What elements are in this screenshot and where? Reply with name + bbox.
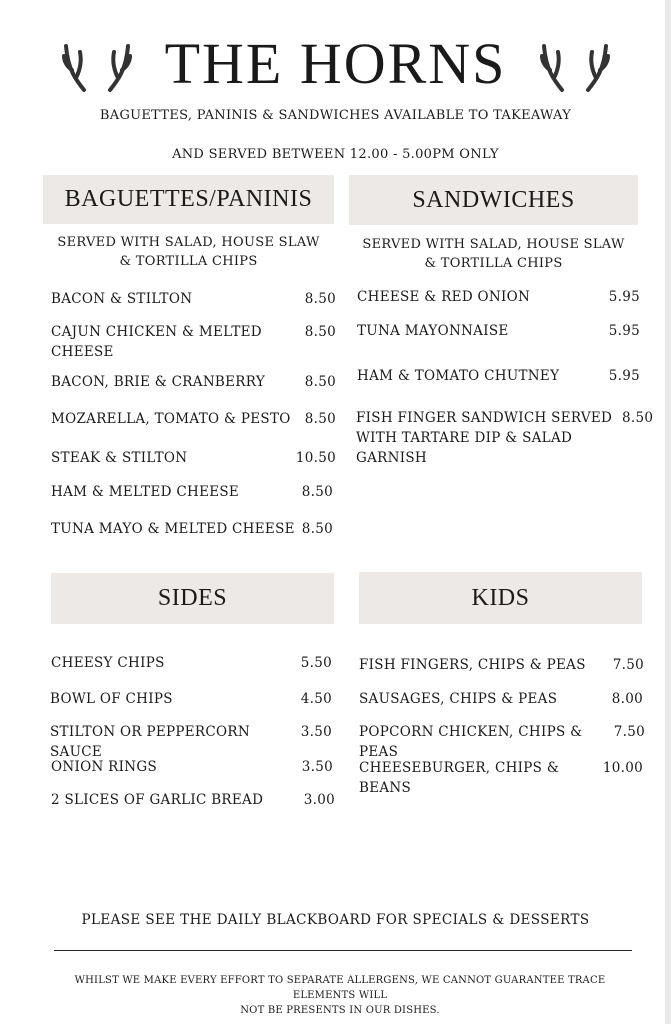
menu-item <box>51 482 333 502</box>
item-price: 10.50 <box>295 450 336 466</box>
item-price: 5.50 <box>300 655 332 671</box>
item-price: 8.00 <box>611 691 643 707</box>
page-title: THE HORNS <box>164 31 507 96</box>
item-price: 8.50 <box>304 324 336 340</box>
item-name: FISH FINGERS, CHIPS & PEAS <box>359 657 586 673</box>
menu-item <box>51 289 336 309</box>
divider <box>54 950 632 951</box>
menu-item <box>50 689 332 709</box>
item-price: 8.50 <box>618 408 653 428</box>
item-price: 3.50 <box>300 724 332 740</box>
menu-item <box>51 790 335 810</box>
sandwiches-heading: SANDWICHES <box>349 175 638 225</box>
menu-item <box>357 321 640 341</box>
takeaway-subtitle: BAGUETTES, PANINIS & SANDWICHES AVAILABLE TO TAKEAWAY <box>99 108 572 123</box>
menu-item <box>51 653 332 673</box>
item-name: BACON, BRIE & CRANBERRY <box>51 374 266 390</box>
item-name: ONION RINGS <box>51 759 158 775</box>
item-name: CHEESEBURGER, CHIPS & BEANS <box>359 760 560 796</box>
menu-item <box>359 655 644 675</box>
menu-item <box>50 722 332 762</box>
item-name: HAM & TOMATO CHUTNEY <box>357 368 560 384</box>
item-price: 8.50 <box>301 521 333 537</box>
baguettes-note-line1: SERVED WITH SALAD, HOUSE SLAW <box>57 235 320 250</box>
allergen-line2: NOT BE PRESENTS IN OUR DISHES. <box>240 1005 440 1016</box>
allergen-disclaimer <box>50 973 630 1018</box>
item-name: SAUSAGES, CHIPS & PEAS <box>359 691 558 707</box>
menu-item <box>51 448 336 468</box>
item-price: 7.50 <box>612 657 644 673</box>
menu-item <box>359 722 645 762</box>
item-price: 8.50 <box>304 411 336 427</box>
item-price: 8.50 <box>301 484 333 500</box>
item-name: TUNA MAYONNAISE <box>357 323 509 339</box>
menu-item <box>357 366 640 386</box>
serving-hours: AND SERVED BETWEEN 12.00 - 5.00PM ONLY <box>172 147 499 162</box>
menu-item <box>359 689 643 709</box>
menu-item <box>51 372 336 392</box>
kids-heading: KIDS <box>359 572 642 624</box>
baguettes-note <box>43 233 334 271</box>
menu-item <box>51 409 336 429</box>
item-name: HAM & MELTED CHEESE <box>51 484 240 500</box>
menu-item <box>357 287 640 307</box>
item-name: TUNA MAYO & MELTED CHEESE <box>51 521 295 537</box>
item-price: 10.00 <box>602 760 643 776</box>
item-name: CHEESE & RED ONION <box>357 289 531 305</box>
item-name: STEAK & STILTON <box>51 450 188 466</box>
menu-item <box>51 322 336 362</box>
item-name: BOWL OF CHIPS <box>50 691 173 707</box>
allergen-line1: WHILST WE MAKE EVERY EFFORT TO SEPARATE ALLERGENS, WE CANNOT GUARANTEE TRACE ELEMENTS WILL <box>74 975 606 1001</box>
menu-item <box>356 408 654 468</box>
menu-item <box>51 519 333 539</box>
item-name: 2 SLICES OF GARLIC BREAD <box>51 792 264 808</box>
menu-item <box>51 757 333 777</box>
item-name: FISH FINGER SANDWICH SERVED WITH TARTARE DIP & SALAD GARNISH <box>356 410 613 466</box>
item-name: POPCORN CHICKEN, CHIPS & PEAS <box>359 724 583 760</box>
sides-heading: SIDES <box>51 573 334 624</box>
item-price: 5.95 <box>608 323 640 339</box>
item-name: STILTON OR PEPPERCORN SAUCE <box>50 724 250 760</box>
item-price: 8.50 <box>304 374 336 390</box>
item-name: CHEESY CHIPS <box>51 655 165 671</box>
specials-note: PLEASE SEE THE DAILY BLACKBOARD FOR SPECIALS & DESSERTS <box>81 912 590 928</box>
baguettes-note-line2: & TORTILLA CHIPS <box>119 254 258 269</box>
item-price: 3.50 <box>301 759 333 775</box>
item-name: BACON & STILTON <box>51 291 193 307</box>
item-price: 5.95 <box>608 368 640 384</box>
item-name: MOZARELLA, TOMATO & PESTO <box>51 411 291 427</box>
item-price: 4.50 <box>300 691 332 707</box>
item-price: 7.50 <box>613 724 645 740</box>
sandwiches-note-line1: SERVED WITH SALAD, HOUSE SLAW <box>362 237 625 252</box>
sandwiches-note <box>349 235 638 273</box>
item-name: CAJUN CHICKEN & MELTED CHEESE <box>51 324 262 360</box>
menu-item <box>359 758 643 798</box>
item-price: 3.00 <box>303 792 335 808</box>
sandwiches-note-line2: & TORTILLA CHIPS <box>424 256 563 271</box>
item-price: 8.50 <box>304 291 336 307</box>
item-price: 5.95 <box>608 289 640 305</box>
baguettes-heading: BAGUETTES/PANINIS <box>43 175 334 224</box>
